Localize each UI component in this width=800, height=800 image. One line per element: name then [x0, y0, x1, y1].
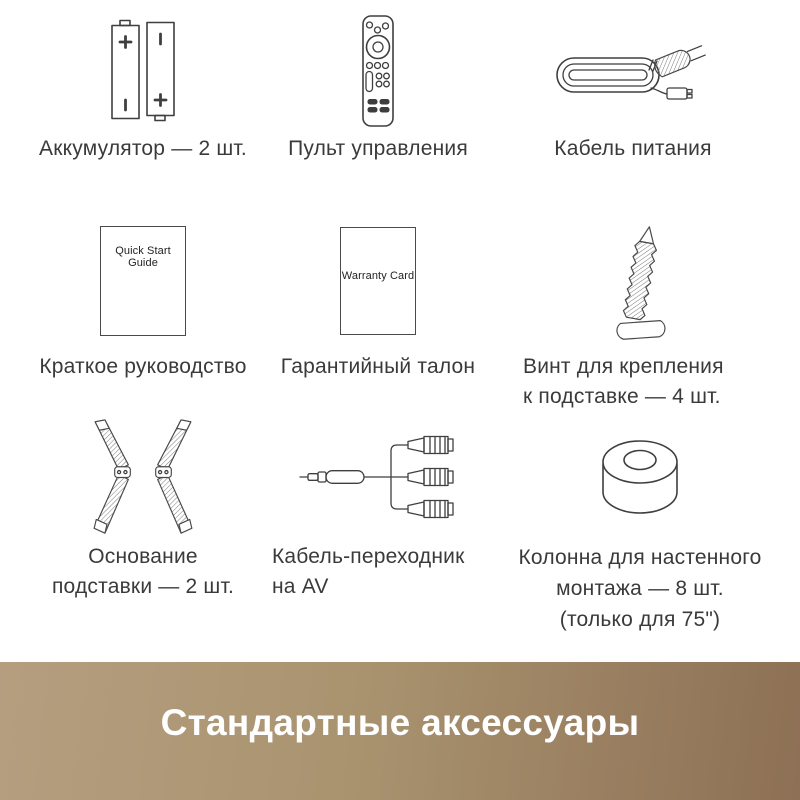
- stand-base-icon: [18, 418, 268, 536]
- accessory-label: [18, 542, 268, 602]
- label-line: монтажа — 8 шт.: [556, 577, 724, 600]
- accessory-label: [256, 134, 500, 164]
- section-banner: [0, 662, 800, 800]
- accessory-label: [256, 352, 500, 382]
- label-line: на AV: [272, 575, 329, 598]
- accessory-remote-control: [256, 14, 500, 164]
- accessory-label: [505, 134, 761, 164]
- label-line: Кабель-переходник: [272, 545, 465, 568]
- accessory-quick-start-guide: [18, 222, 268, 382]
- booklet-title: Quick Start Guide: [115, 245, 171, 269]
- booklet-title: Warranty Card: [341, 270, 415, 282]
- accessory-batteries: [18, 16, 268, 164]
- remote-control-icon: [256, 14, 500, 128]
- battery-pair-icon: [18, 16, 268, 128]
- accessory-power-cable: [505, 16, 761, 164]
- label-line: Пульт управления: [288, 137, 468, 160]
- warranty-card-icon: [256, 222, 500, 340]
- label-line: (только для 75"): [559, 608, 721, 631]
- accessory-stand-base: [18, 418, 268, 602]
- quick-start-guide-icon: [18, 222, 268, 340]
- accessory-stand-screw: [505, 222, 775, 412]
- accessory-label: [505, 352, 775, 412]
- screw-icon: [505, 222, 775, 340]
- av-cable-icon: [256, 418, 504, 536]
- label-line: Основание: [88, 545, 198, 568]
- section-title: Стандартные аксессуары: [160, 702, 640, 743]
- accessory-label: [256, 542, 504, 602]
- accessory-label: [18, 352, 268, 382]
- label-line: к подставке — 4 шт.: [523, 385, 721, 408]
- power-cable-icon: [505, 16, 761, 128]
- label-line: подставки — 2 шт.: [51, 575, 235, 598]
- accessory-label: [18, 134, 268, 164]
- accessory-wall-mount-column: [492, 418, 788, 635]
- label-line: Кабель питания: [554, 137, 712, 160]
- label-line: Винт для крепления: [523, 355, 724, 378]
- label-line: Гарантийный талон: [280, 355, 476, 378]
- label-line: Аккумулятор — 2 шт.: [39, 137, 247, 160]
- accessory-av-adapter-cable: [256, 418, 504, 602]
- mount-column-icon: [492, 418, 788, 536]
- label-line: Краткое руководство: [39, 355, 247, 378]
- accessory-label: [492, 542, 788, 635]
- label-line: Колонна для настенного: [518, 546, 762, 569]
- accessory-warranty-card: [256, 222, 500, 382]
